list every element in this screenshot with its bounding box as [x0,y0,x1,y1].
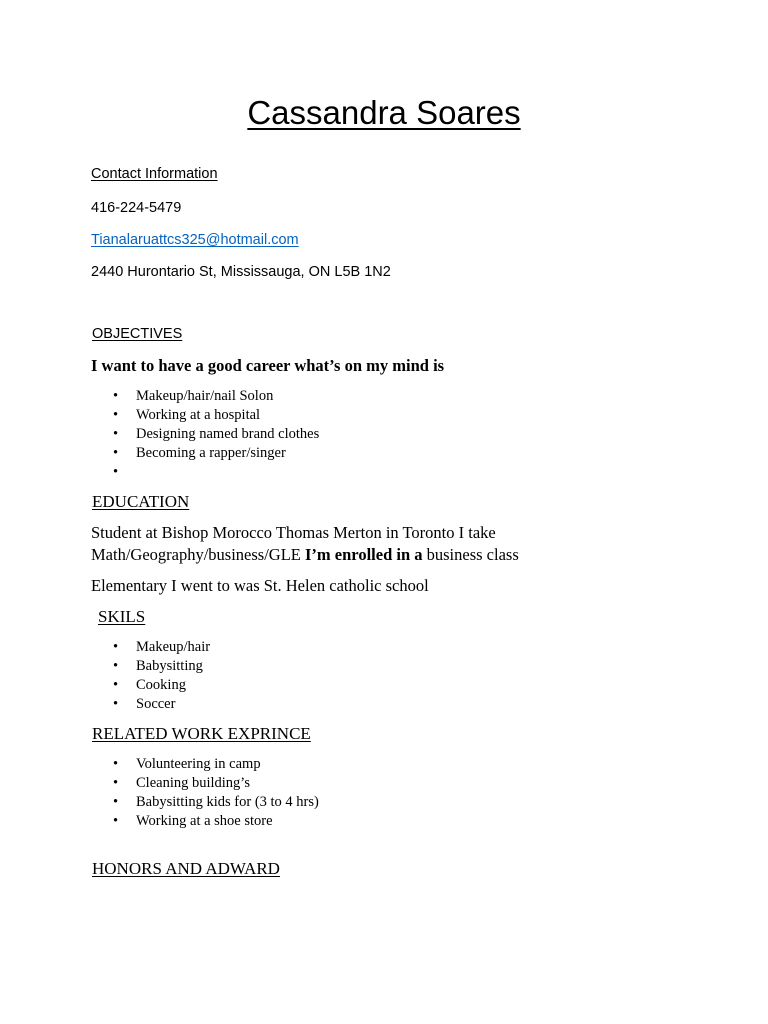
bullet-icon: • [113,639,119,655]
objectives-heading: OBJECTIVES [92,326,183,342]
list-item: • Working at a shoe store [113,813,273,829]
bullet-icon: • [113,445,119,461]
bullet-icon: • [113,794,119,810]
contact-address: 2440 Hurontario St, Mississauga, ON L5B 1N2 [91,264,391,280]
list-item: • Makeup/hair/nail Solon [113,388,274,404]
work-experience-heading: RELATED WORK EXPRINCE [92,724,311,743]
list-item: • Cooking [113,677,186,693]
list-item: • Babysitting [113,658,203,674]
skills-list [91,638,210,714]
bullet-icon: • [113,696,119,712]
list-item: • Makeup/hair [113,639,211,655]
bullet-icon: • [113,388,119,404]
education-bold-phrase: I’m enrolled in a [305,545,423,564]
education-line-3: Elementary I went to was St. Helen catholic school [91,576,429,595]
list-item [91,463,319,482]
bullet-icon: • [113,658,119,674]
list-item: • Soccer [113,696,176,712]
contact-email-link[interactable]: Tianalaruattcs325@hotmail.com [91,232,299,248]
bullet-icon: • [113,775,119,791]
bullet-icon: • [113,407,119,423]
bullet-icon: • [113,464,119,480]
education-line-1: Student at Bishop Morocco Thomas Merton in Toronto I take [91,523,496,542]
skills-heading: SKILS [98,607,146,626]
work-experience-list [91,755,319,831]
bullet-icon: • [113,677,119,693]
list-item: • Volunteering in camp [113,756,261,772]
resume-name: Cassandra Soares [247,94,521,131]
education-line-2: Math/Geography/business/GLE I’m enrolled in a business class [91,545,519,564]
education-heading: EDUCATION [92,492,190,511]
objectives-list [91,387,319,482]
list-item: • Babysitting kids for (3 to 4 hrs) [113,794,319,810]
bullet-icon: • [113,813,119,829]
contact-heading: Contact Information [91,166,218,182]
list-item: • Working at a hospital [113,407,261,423]
contact-phone: 416-224-5479 [91,200,182,216]
list-item: • Cleaning building’s [113,775,250,791]
list-item: • Becoming a rapper/singer [113,445,286,461]
honors-heading: HONORS AND ADWARD [92,859,280,878]
list-item: • Designing named brand clothes [113,426,320,442]
bullet-icon: • [113,426,119,442]
objective-text: I want to have a good career what’s on my mind is [91,356,445,375]
bullet-icon: • [113,756,119,772]
